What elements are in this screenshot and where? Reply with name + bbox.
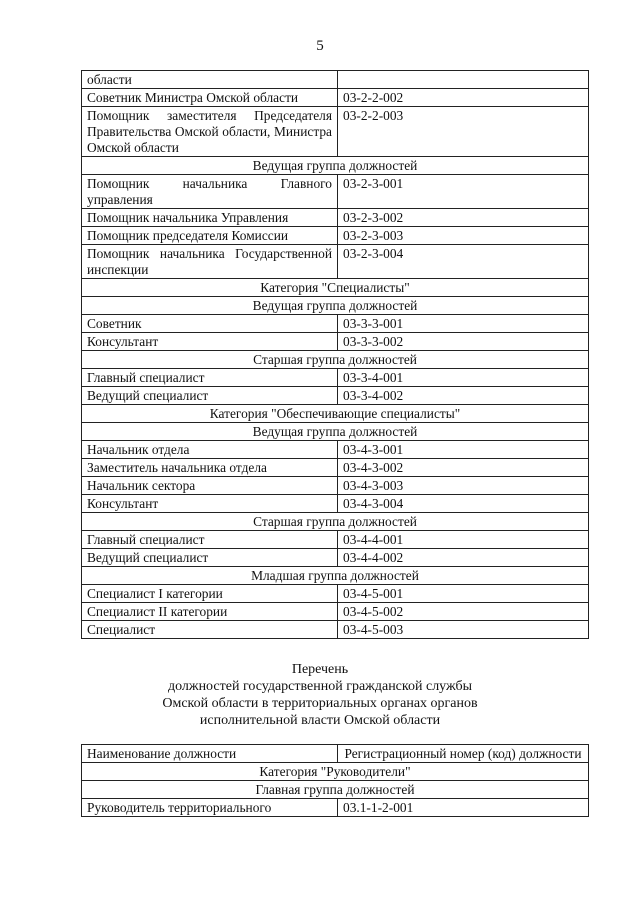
position-name: Специалист II категории bbox=[82, 603, 338, 621]
group-row bbox=[82, 351, 589, 369]
position-code: 03-4-5-003 bbox=[338, 621, 589, 639]
position-name: Консультант bbox=[82, 495, 338, 513]
position-name: Советник Министра Омской области bbox=[82, 89, 338, 107]
group-row bbox=[82, 763, 589, 781]
position-code: 03-4-4-002 bbox=[338, 549, 589, 567]
group-title: Главная группа должностей bbox=[82, 781, 589, 799]
position-code: 03-3-3-001 bbox=[338, 315, 589, 333]
table-row bbox=[82, 175, 589, 209]
table-row bbox=[82, 89, 589, 107]
table-row bbox=[82, 333, 589, 351]
list-subtitle-line-3: исполнительной власти Омской области bbox=[199, 713, 441, 728]
group-row bbox=[82, 513, 589, 531]
position-name: Главный специалист bbox=[82, 369, 338, 387]
list-subtitle-line-1: должностей государственной гражданской службы bbox=[167, 679, 473, 694]
group-title: Старшая группа должностей bbox=[82, 513, 589, 531]
table-row bbox=[82, 441, 589, 459]
position-code: 03-4-3-003 bbox=[338, 477, 589, 495]
header-registration-code: Регистрационный номер (код) должности bbox=[338, 745, 589, 763]
table-row bbox=[82, 227, 589, 245]
territorial-table-body bbox=[82, 763, 589, 817]
table-row bbox=[82, 209, 589, 227]
position-name: Специалист bbox=[82, 621, 338, 639]
table-row bbox=[82, 71, 589, 89]
position-code: 03-4-3-002 bbox=[338, 459, 589, 477]
position-code: 03-3-4-001 bbox=[338, 369, 589, 387]
table-row bbox=[82, 459, 589, 477]
position-name: Советник bbox=[82, 315, 338, 333]
table-row bbox=[82, 477, 589, 495]
territorial-positions-table bbox=[81, 744, 589, 817]
position-name: Специалист I категории bbox=[82, 585, 338, 603]
position-code: 03-2-3-002 bbox=[338, 209, 589, 227]
list-subtitle-line-2: Омской области в территориальных органах органов bbox=[162, 696, 478, 711]
table-row bbox=[82, 495, 589, 513]
position-name: Начальник отдела bbox=[82, 441, 338, 459]
position-code: 03-4-5-002 bbox=[338, 603, 589, 621]
group-row bbox=[82, 405, 589, 423]
group-row bbox=[82, 157, 589, 175]
position-name: Ведущий специалист bbox=[82, 387, 338, 405]
group-row bbox=[82, 279, 589, 297]
position-name: Главный специалист bbox=[82, 531, 338, 549]
table-row bbox=[82, 107, 589, 157]
table-row bbox=[82, 387, 589, 405]
table-row bbox=[82, 603, 589, 621]
position-code: 03-4-3-001 bbox=[338, 441, 589, 459]
position-code: 03-2-3-001 bbox=[338, 175, 589, 209]
group-title: Категория "Обеспечивающие специалисты" bbox=[82, 405, 589, 423]
table-row bbox=[82, 315, 589, 333]
position-code: 03-2-2-003 bbox=[338, 107, 589, 157]
page-number: 5 bbox=[316, 38, 324, 54]
table-row bbox=[82, 799, 589, 817]
positions-table-body bbox=[82, 71, 589, 639]
list-title: Перечень bbox=[291, 662, 349, 677]
position-name: Помощник председателя Комиссии bbox=[82, 227, 338, 245]
position-code bbox=[338, 71, 589, 89]
positions-table-continued bbox=[81, 70, 589, 639]
position-code: 03-4-5-001 bbox=[338, 585, 589, 603]
position-name: Руководитель территориального bbox=[82, 799, 338, 817]
group-title: Категория "Специалисты" bbox=[82, 279, 589, 297]
group-title: Ведущая группа должностей bbox=[82, 423, 589, 441]
table-row bbox=[82, 369, 589, 387]
table-header-row bbox=[82, 745, 589, 763]
position-name: Помощник начальника Управления bbox=[82, 209, 338, 227]
table-row bbox=[82, 585, 589, 603]
position-code: 03-2-3-004 bbox=[338, 245, 589, 279]
group-title: Категория "Руководители" bbox=[82, 763, 589, 781]
group-title: Старшая группа должностей bbox=[82, 351, 589, 369]
position-code: 03-3-4-002 bbox=[338, 387, 589, 405]
group-row bbox=[82, 781, 589, 799]
group-row bbox=[82, 297, 589, 315]
group-row bbox=[82, 423, 589, 441]
list-heading bbox=[0, 661, 640, 729]
group-row bbox=[82, 567, 589, 585]
table-row bbox=[82, 531, 589, 549]
position-code: 03-2-2-002 bbox=[338, 89, 589, 107]
group-title: Ведущая группа должностей bbox=[82, 157, 589, 175]
position-code: 03-4-3-004 bbox=[338, 495, 589, 513]
position-name: Заместитель начальника отдела bbox=[82, 459, 338, 477]
position-name: Консультант bbox=[82, 333, 338, 351]
header-position-name: Наименование должности bbox=[82, 745, 338, 763]
position-name: Начальник сектора bbox=[82, 477, 338, 495]
position-name: Ведущий специалист bbox=[82, 549, 338, 567]
table-row bbox=[82, 621, 589, 639]
position-name: Помощник заместителя Председателя Правительства Омской области, Министра Омской области bbox=[82, 107, 338, 157]
position-name: Помощник начальника Главного управления bbox=[82, 175, 338, 209]
position-name: Помощник начальника Государственной инспекции bbox=[82, 245, 338, 279]
position-code: 03-2-3-003 bbox=[338, 227, 589, 245]
table-row bbox=[82, 549, 589, 567]
table-row bbox=[82, 245, 589, 279]
group-title: Ведущая группа должностей bbox=[82, 297, 589, 315]
position-code: 03-3-3-002 bbox=[338, 333, 589, 351]
position-code: 03.1-1-2-001 bbox=[338, 799, 589, 817]
group-title: Младшая группа должностей bbox=[82, 567, 589, 585]
position-code: 03-4-4-001 bbox=[338, 531, 589, 549]
position-name: области bbox=[82, 71, 338, 89]
